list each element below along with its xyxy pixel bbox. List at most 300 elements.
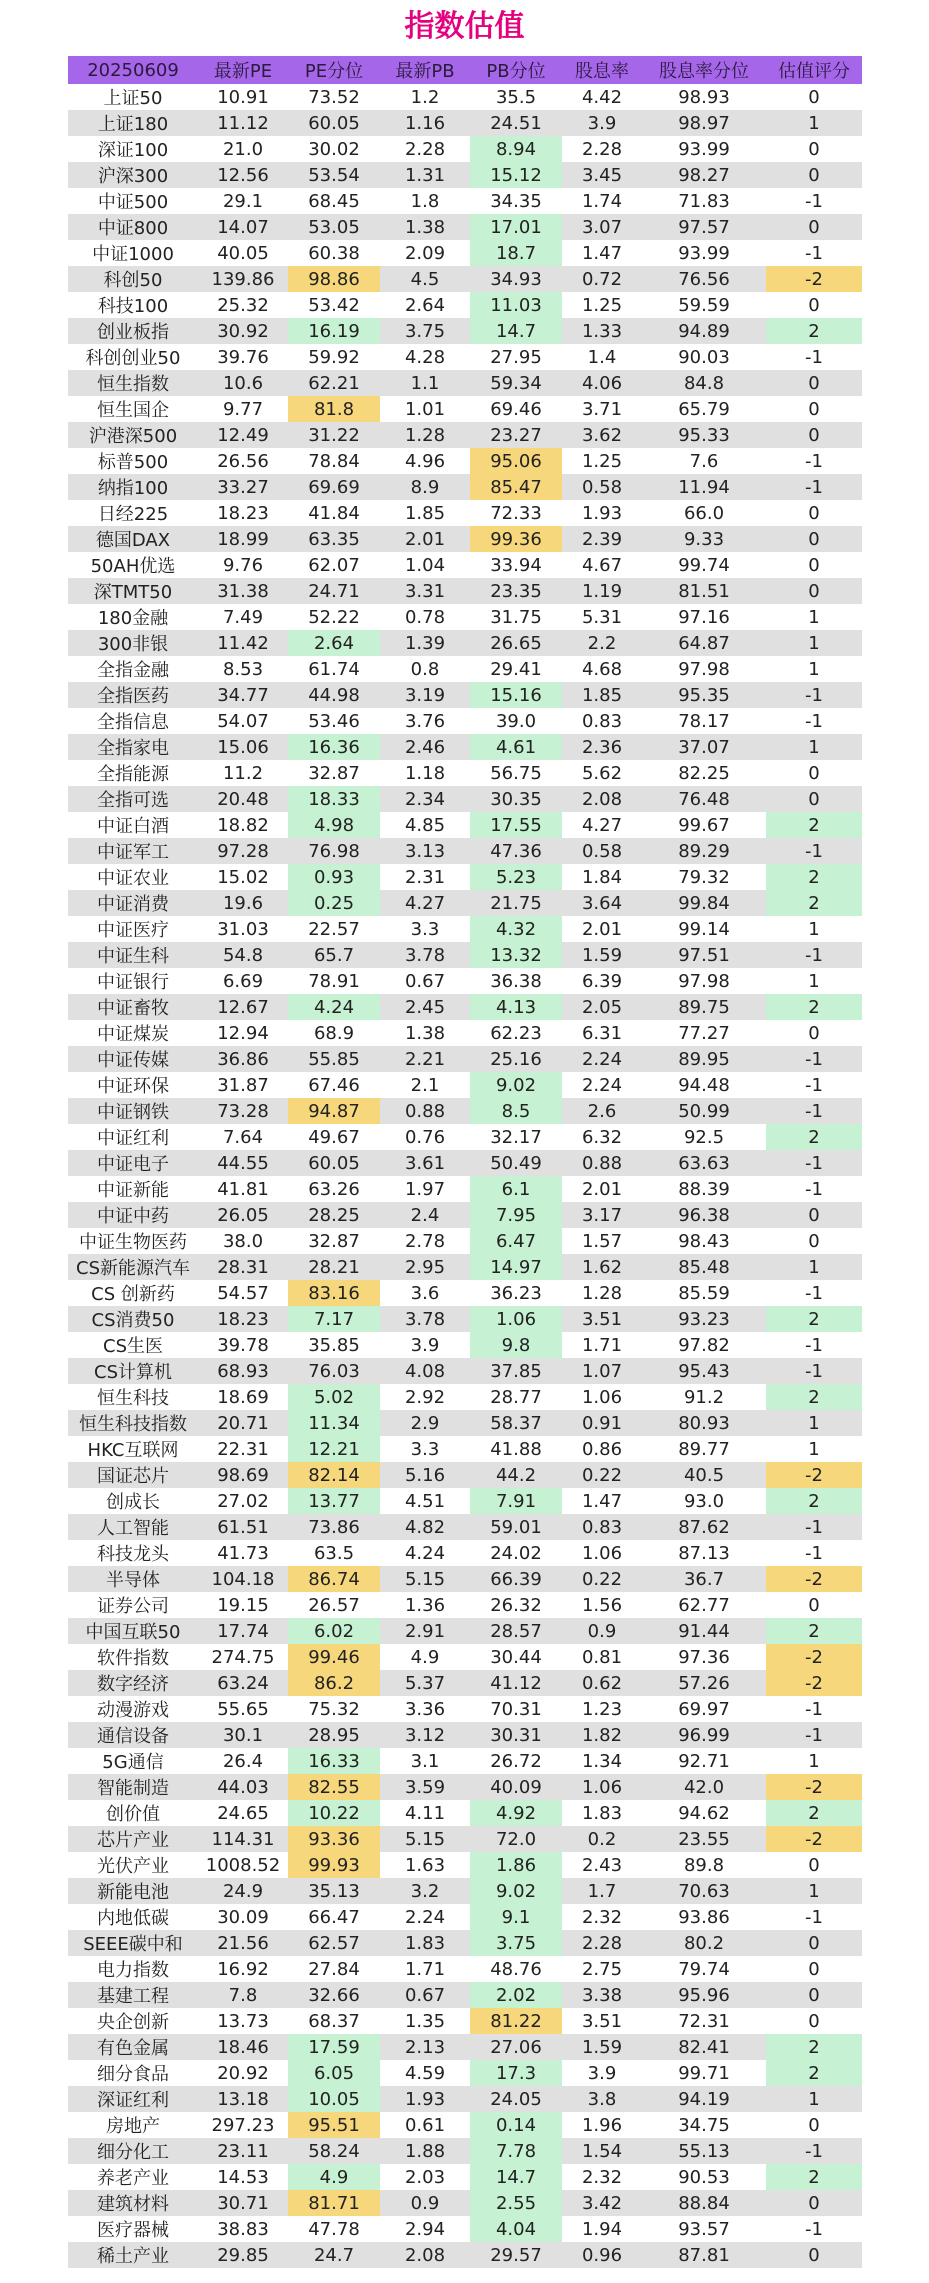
- table-cell: 9.77: [198, 396, 288, 422]
- table-cell: 4.68: [562, 656, 642, 682]
- table-cell: 3.9: [380, 1332, 470, 1358]
- table-row: [68, 1826, 862, 1852]
- table-cell: 1.07: [562, 1358, 642, 1384]
- table-cell: 34.35: [470, 188, 562, 214]
- table-cell: 5.23: [470, 864, 562, 890]
- table-cell: 1.57: [562, 1228, 642, 1254]
- table-cell: 4.85: [380, 812, 470, 838]
- table-cell: 63.35: [288, 526, 380, 552]
- table-cell: 63.5: [288, 1540, 380, 1566]
- table-cell: 4.08: [380, 1358, 470, 1384]
- table-cell: 0: [766, 1592, 862, 1618]
- table-cell: 73.52: [288, 84, 380, 110]
- table-row: [68, 1670, 862, 1696]
- table-cell: 14.7: [470, 2164, 562, 2190]
- table-cell: 1.84: [562, 864, 642, 890]
- table-cell: 13.73: [198, 2008, 288, 2034]
- table-cell: -1: [766, 708, 862, 734]
- index-name-cell: 300非银: [68, 630, 198, 656]
- table-cell: 80.2: [642, 1930, 766, 1956]
- table-cell: 52.22: [288, 604, 380, 630]
- table-row: [68, 1566, 862, 1592]
- table-cell: 88.84: [642, 2190, 766, 2216]
- table-cell: 99.46: [288, 1644, 380, 1670]
- table-row: [68, 1020, 862, 1046]
- table-cell: 93.99: [642, 136, 766, 162]
- index-name-cell: CS计算机: [68, 1358, 198, 1384]
- table-cell: 76.98: [288, 838, 380, 864]
- table-cell: 1.4: [562, 344, 642, 370]
- table-cell: 98.86: [288, 266, 380, 292]
- index-name-cell: 中证消费: [68, 890, 198, 916]
- table-row: [68, 1098, 862, 1124]
- table-cell: 41.73: [198, 1540, 288, 1566]
- index-name-cell: 深TMT50: [68, 578, 198, 604]
- table-cell: 3.45: [562, 162, 642, 188]
- table-cell: 5.62: [562, 760, 642, 786]
- table-cell: 25.16: [470, 1046, 562, 1072]
- table-cell: 72.0: [470, 1826, 562, 1852]
- table-row: [68, 1462, 862, 1488]
- table-cell: 2.31: [380, 864, 470, 890]
- table-cell: 1.34: [562, 1748, 642, 1774]
- table-row: [68, 968, 862, 994]
- table-cell: 0.88: [380, 1098, 470, 1124]
- table-row: [68, 1774, 862, 1800]
- table-cell: 0: [766, 1982, 862, 2008]
- table-cell: -1: [766, 1358, 862, 1384]
- table-cell: 30.44: [470, 1644, 562, 1670]
- table-cell: 60.05: [288, 110, 380, 136]
- table-cell: 0.91: [562, 1410, 642, 1436]
- table-cell: 3.38: [562, 1982, 642, 2008]
- table-cell: 4.51: [380, 1488, 470, 1514]
- table-row: [68, 1540, 862, 1566]
- table-row: [68, 2086, 862, 2112]
- table-cell: 39.0: [470, 708, 562, 734]
- table-cell: -1: [766, 448, 862, 474]
- index-name-cell: 通信设备: [68, 1722, 198, 1748]
- index-name-cell: 数字经济: [68, 1670, 198, 1696]
- table-cell: 0.22: [562, 1566, 642, 1592]
- table-cell: 78.84: [288, 448, 380, 474]
- table-row: [68, 1878, 862, 1904]
- table-row: [68, 1358, 862, 1384]
- table-cell: 40.09: [470, 1774, 562, 1800]
- index-name-cell: CS新能源汽车: [68, 1254, 198, 1280]
- table-cell: 2.43: [562, 1852, 642, 1878]
- table-cell: 39.76: [198, 344, 288, 370]
- table-cell: -1: [766, 2138, 862, 2164]
- table-cell: 0.78: [380, 604, 470, 630]
- table-cell: -2: [766, 266, 862, 292]
- index-name-cell: 内地低碳: [68, 1904, 198, 1930]
- table-row: [68, 578, 862, 604]
- index-name-cell: 医疗器械: [68, 2216, 198, 2242]
- table-cell: 60.05: [288, 1150, 380, 1176]
- table-cell: 71.83: [642, 188, 766, 214]
- index-name-cell: 中证红利: [68, 1124, 198, 1150]
- table-cell: 35.13: [288, 1878, 380, 1904]
- table-cell: 26.4: [198, 1748, 288, 1774]
- table-cell: 20.92: [198, 2060, 288, 2086]
- table-cell: 20.71: [198, 1410, 288, 1436]
- table-cell: 97.28: [198, 838, 288, 864]
- index-name-cell: 沪深300: [68, 162, 198, 188]
- table-cell: 3.42: [562, 2190, 642, 2216]
- table-cell: -1: [766, 1280, 862, 1306]
- table-cell: 41.81: [198, 1176, 288, 1202]
- table-cell: -2: [766, 1566, 862, 1592]
- table-cell: 90.53: [642, 2164, 766, 2190]
- table-cell: 4.67: [562, 552, 642, 578]
- column-header: 20250609: [68, 56, 198, 84]
- table-cell: -1: [766, 2216, 862, 2242]
- table-cell: 53.42: [288, 292, 380, 318]
- table-row: [68, 786, 862, 812]
- table-cell: 21.56: [198, 1930, 288, 1956]
- table-cell: 8.94: [470, 136, 562, 162]
- table-cell: 16.92: [198, 1956, 288, 1982]
- index-name-cell: 深证红利: [68, 2086, 198, 2112]
- table-cell: 77.27: [642, 1020, 766, 1046]
- table-cell: 44.98: [288, 682, 380, 708]
- table-cell: 31.87: [198, 1072, 288, 1098]
- index-name-cell: 智能制造: [68, 1774, 198, 1800]
- table-cell: 98.43: [642, 1228, 766, 1254]
- table-cell: 1.28: [380, 422, 470, 448]
- table-row: [68, 812, 862, 838]
- table-cell: 0: [766, 578, 862, 604]
- table-cell: 28.95: [288, 1722, 380, 1748]
- table-cell: 0: [766, 292, 862, 318]
- index-name-cell: 中证银行: [68, 968, 198, 994]
- table-cell: 2: [766, 1384, 862, 1410]
- table-row: [68, 734, 862, 760]
- table-cell: 72.31: [642, 2008, 766, 2034]
- table-cell: 54.8: [198, 942, 288, 968]
- table-cell: 9.1: [470, 1904, 562, 1930]
- table-cell: 1: [766, 968, 862, 994]
- table-cell: 76.03: [288, 1358, 380, 1384]
- table-cell: 0.61: [380, 2112, 470, 2138]
- table-cell: 1.06: [470, 1306, 562, 1332]
- table-cell: 73.86: [288, 1514, 380, 1540]
- table-row: [68, 1384, 862, 1410]
- index-name-cell: 中证中药: [68, 1202, 198, 1228]
- table-cell: 64.87: [642, 630, 766, 656]
- table-cell: 17.74: [198, 1618, 288, 1644]
- index-name-cell: 中证军工: [68, 838, 198, 864]
- index-name-cell: 全指金融: [68, 656, 198, 682]
- table-cell: 3.2: [380, 1878, 470, 1904]
- table-cell: 47.78: [288, 2216, 380, 2242]
- table-cell: 0: [766, 2008, 862, 2034]
- table-row: [68, 1072, 862, 1098]
- table-cell: 62.23: [470, 1020, 562, 1046]
- table-row: [68, 448, 862, 474]
- index-name-cell: 恒生科技指数: [68, 1410, 198, 1436]
- table-cell: 13.32: [470, 942, 562, 968]
- table-cell: 0.58: [562, 838, 642, 864]
- table-cell: 33.27: [198, 474, 288, 500]
- table-cell: 32.87: [288, 760, 380, 786]
- table-cell: 3.36: [380, 1696, 470, 1722]
- table-row: [68, 552, 862, 578]
- table-row: [68, 370, 862, 396]
- table-cell: -1: [766, 1072, 862, 1098]
- table-cell: 3.62: [562, 422, 642, 448]
- table-row: [68, 838, 862, 864]
- table-cell: 7.64: [198, 1124, 288, 1150]
- table-cell: -1: [766, 1332, 862, 1358]
- table-row: [68, 2034, 862, 2060]
- index-name-cell: 中证新能: [68, 1176, 198, 1202]
- table-cell: 1.06: [562, 1540, 642, 1566]
- table-cell: -1: [766, 1176, 862, 1202]
- table-cell: 68.37: [288, 2008, 380, 2034]
- table-cell: -1: [766, 1904, 862, 1930]
- table-cell: 41.12: [470, 1670, 562, 1696]
- table-row: [68, 1748, 862, 1774]
- index-name-cell: 中证煤炭: [68, 1020, 198, 1046]
- table-row: [68, 500, 862, 526]
- table-cell: 4.98: [288, 812, 380, 838]
- table-cell: 57.26: [642, 1670, 766, 1696]
- table-cell: 29.41: [470, 656, 562, 682]
- table-cell: 26.56: [198, 448, 288, 474]
- table-cell: 4.9: [288, 2164, 380, 2190]
- table-cell: 2.24: [562, 1046, 642, 1072]
- table-cell: 85.47: [470, 474, 562, 500]
- table-cell: 1.83: [380, 1930, 470, 1956]
- table-cell: 274.75: [198, 1644, 288, 1670]
- table-cell: 1.74: [562, 188, 642, 214]
- table-cell: 13.77: [288, 1488, 380, 1514]
- table-cell: 15.16: [470, 682, 562, 708]
- table-cell: 80.93: [642, 1410, 766, 1436]
- table-cell: 65.7: [288, 942, 380, 968]
- table-cell: 60.38: [288, 240, 380, 266]
- index-name-cell: 全指可选: [68, 786, 198, 812]
- table-cell: 2: [766, 890, 862, 916]
- index-name-cell: 日经225: [68, 500, 198, 526]
- table-cell: 81.51: [642, 578, 766, 604]
- table-cell: 53.46: [288, 708, 380, 734]
- table-cell: 2: [766, 1488, 862, 1514]
- table-cell: 94.48: [642, 1072, 766, 1098]
- table-cell: 3.64: [562, 890, 642, 916]
- table-cell: 34.75: [642, 2112, 766, 2138]
- table-cell: 4.27: [380, 890, 470, 916]
- page-title: 指数估值: [404, 9, 525, 44]
- table-cell: 91.2: [642, 1384, 766, 1410]
- table-cell: 0: [766, 786, 862, 812]
- table-cell: 4.06: [562, 370, 642, 396]
- table-cell: 27.06: [470, 2034, 562, 2060]
- table-cell: -2: [766, 1670, 862, 1696]
- table-cell: 2.28: [562, 1930, 642, 1956]
- column-header: 股息率: [562, 56, 642, 84]
- valuation-table: [68, 56, 862, 2268]
- table-cell: 31.22: [288, 422, 380, 448]
- table-cell: 23.35: [470, 578, 562, 604]
- table-cell: 19.6: [198, 890, 288, 916]
- table-row: [68, 1150, 862, 1176]
- table-cell: 63.63: [642, 1150, 766, 1176]
- table-cell: 3.3: [380, 916, 470, 942]
- table-cell: 89.95: [642, 1046, 766, 1072]
- table-cell: 95.33: [642, 422, 766, 448]
- table-cell: 24.7: [288, 2242, 380, 2268]
- table-cell: 2: [766, 2034, 862, 2060]
- index-name-cell: SEEE碳中和: [68, 1930, 198, 1956]
- table-cell: 23.11: [198, 2138, 288, 2164]
- table-cell: 86.74: [288, 1566, 380, 1592]
- table-cell: 1.39: [380, 630, 470, 656]
- table-cell: 4.92: [470, 1800, 562, 1826]
- index-name-cell: 科技100: [68, 292, 198, 318]
- table-cell: 11.42: [198, 630, 288, 656]
- table-cell: -1: [766, 1696, 862, 1722]
- table-row: [68, 1306, 862, 1332]
- table-cell: 0: [766, 422, 862, 448]
- index-name-cell: 中证白酒: [68, 812, 198, 838]
- table-cell: 73.28: [198, 1098, 288, 1124]
- table-cell: 1.1: [380, 370, 470, 396]
- index-name-cell: 证券公司: [68, 1592, 198, 1618]
- table-cell: 2.01: [562, 1176, 642, 1202]
- table-cell: 36.86: [198, 1046, 288, 1072]
- column-header: 最新PB: [380, 56, 470, 84]
- table-cell: 56.75: [470, 760, 562, 786]
- table-cell: 93.99: [642, 240, 766, 266]
- table-cell: 93.36: [288, 1826, 380, 1852]
- table-row: [68, 864, 862, 890]
- table-cell: 2.24: [380, 1904, 470, 1930]
- index-name-cell: 中证钢铁: [68, 1098, 198, 1124]
- table-row: [68, 2216, 862, 2242]
- table-cell: 0: [766, 2242, 862, 2268]
- table-cell: 6.69: [198, 968, 288, 994]
- table-cell: 0: [766, 1228, 862, 1254]
- table-cell: 24.71: [288, 578, 380, 604]
- index-name-cell: 中证环保: [68, 1072, 198, 1098]
- table-cell: 18.82: [198, 812, 288, 838]
- table-cell: 78.91: [288, 968, 380, 994]
- table-cell: 68.45: [288, 188, 380, 214]
- table-cell: 31.38: [198, 578, 288, 604]
- table-cell: 78.17: [642, 708, 766, 734]
- table-cell: 99.71: [642, 2060, 766, 2086]
- table-row: [68, 1800, 862, 1826]
- table-cell: 38.0: [198, 1228, 288, 1254]
- table-cell: 2.9: [380, 1410, 470, 1436]
- table-cell: 9.76: [198, 552, 288, 578]
- table-cell: 2.64: [380, 292, 470, 318]
- table-cell: 26.05: [198, 1202, 288, 1228]
- table-cell: 9.8: [470, 1332, 562, 1358]
- table-cell: 37.07: [642, 734, 766, 760]
- table-cell: 10.6: [198, 370, 288, 396]
- table-cell: 1: [766, 630, 862, 656]
- header-row: [68, 56, 862, 84]
- index-name-cell: 180金融: [68, 604, 198, 630]
- table-cell: 3.51: [562, 1306, 642, 1332]
- table-row: [68, 2138, 862, 2164]
- table-cell: 1.36: [380, 1592, 470, 1618]
- table-cell: 1.56: [562, 1592, 642, 1618]
- table-cell: 40.5: [642, 1462, 766, 1488]
- table-cell: 1.33: [562, 318, 642, 344]
- table-cell: 2: [766, 864, 862, 890]
- table-cell: 0: [766, 396, 862, 422]
- table-cell: 1.94: [562, 2216, 642, 2242]
- table-cell: 4.59: [380, 2060, 470, 2086]
- table-row: [68, 942, 862, 968]
- table-cell: 0: [766, 552, 862, 578]
- index-name-cell: 中证农业: [68, 864, 198, 890]
- table-row: [68, 292, 862, 318]
- table-cell: 47.36: [470, 838, 562, 864]
- table-cell: 2.08: [380, 2242, 470, 2268]
- table-cell: 28.57: [470, 1618, 562, 1644]
- table-cell: 1.06: [562, 1774, 642, 1800]
- table-row: [68, 2190, 862, 2216]
- table-cell: 95.51: [288, 2112, 380, 2138]
- table-cell: 37.85: [470, 1358, 562, 1384]
- index-name-cell: 房地产: [68, 2112, 198, 2138]
- table-cell: 1.47: [562, 240, 642, 266]
- table-cell: 0: [766, 500, 862, 526]
- table-cell: 1: [766, 1254, 862, 1280]
- table-cell: 7.8: [198, 1982, 288, 2008]
- table-row: [68, 84, 862, 110]
- table-cell: 12.56: [198, 162, 288, 188]
- table-cell: 0: [766, 526, 862, 552]
- table-row: [68, 682, 862, 708]
- table-cell: 66.0: [642, 500, 766, 526]
- table-cell: 22.31: [198, 1436, 288, 1462]
- table-row: [68, 1956, 862, 1982]
- table-row: [68, 1436, 862, 1462]
- table-cell: 1: [766, 1878, 862, 1904]
- table-header: [68, 56, 862, 84]
- table-cell: 297.23: [198, 2112, 288, 2138]
- table-cell: 0.22: [562, 1462, 642, 1488]
- table-cell: 99.84: [642, 890, 766, 916]
- table-cell: 7.6: [642, 448, 766, 474]
- table-cell: 2.32: [562, 1904, 642, 1930]
- index-name-cell: 半导体: [68, 1566, 198, 1592]
- table-cell: 68.9: [288, 1020, 380, 1046]
- table-cell: 1.7: [562, 1878, 642, 1904]
- table-row: [68, 1644, 862, 1670]
- index-name-cell: 有色金属: [68, 2034, 198, 2060]
- table-cell: 36.7: [642, 1566, 766, 1592]
- table-cell: 84.8: [642, 370, 766, 396]
- index-name-cell: 中证电子: [68, 1150, 198, 1176]
- table-cell: 97.98: [642, 968, 766, 994]
- index-name-cell: 中国互联50: [68, 1618, 198, 1644]
- table-cell: 24.9: [198, 1878, 288, 1904]
- table-cell: 94.89: [642, 318, 766, 344]
- table-cell: -2: [766, 1774, 862, 1800]
- index-name-cell: 软件指数: [68, 1644, 198, 1670]
- table-cell: 8.53: [198, 656, 288, 682]
- table-cell: 9.33: [642, 526, 766, 552]
- table-cell: 8.5: [470, 1098, 562, 1124]
